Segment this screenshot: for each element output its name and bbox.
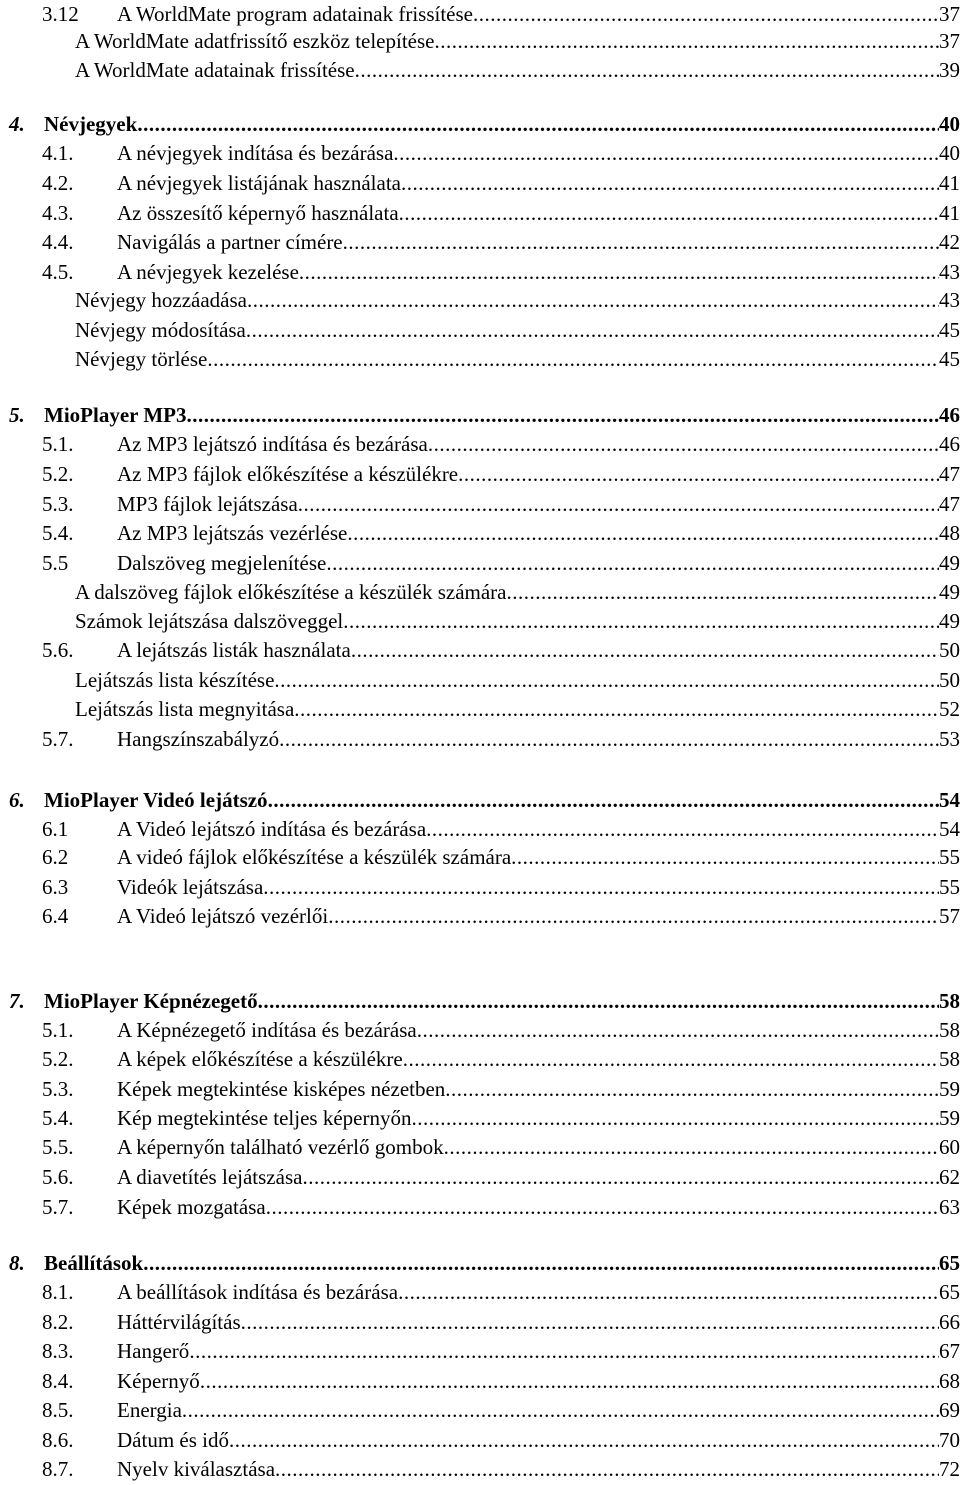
toc-entry-number: 5.3. <box>42 492 74 516</box>
toc-entry-row[interactable] <box>0 316 960 344</box>
dot-leader <box>275 1455 939 1483</box>
toc-entry <box>117 549 960 577</box>
toc-page-number: 57 <box>939 904 960 928</box>
toc-entry-number: 5.5 <box>42 551 69 575</box>
toc-entry-row[interactable] <box>0 666 960 694</box>
toc-page-number: 48 <box>939 521 960 545</box>
dot-leader <box>426 815 939 843</box>
toc-entry-number: 7. <box>9 989 25 1013</box>
toc-entry-number: 5.6. <box>42 638 74 662</box>
toc-entry-title: MioPlayer Képnézegető <box>44 989 258 1013</box>
toc-entry-title: A dalszöveg fájlok előkészítése a készülék számára <box>75 580 507 604</box>
dot-leader <box>241 1308 939 1336</box>
toc-entry-title: Névjegy hozzáadása <box>75 288 247 312</box>
toc-entry-row[interactable] <box>0 139 960 167</box>
toc-page-number: 60 <box>939 1135 960 1159</box>
toc-entry <box>117 1016 960 1044</box>
toc-entry-number: 5.4. <box>42 1106 74 1130</box>
dot-leader <box>473 0 939 28</box>
toc-entry-number: 8.4. <box>42 1369 74 1393</box>
dot-leader <box>229 1426 939 1454</box>
toc-entry-number: 5.5. <box>42 1135 74 1159</box>
toc-page-number: 41 <box>939 171 960 195</box>
toc-page-number: 55 <box>939 875 960 899</box>
toc-entry-number: 4.2. <box>42 171 74 195</box>
toc-entry <box>117 1133 960 1161</box>
toc-entry-row[interactable] <box>0 843 960 871</box>
toc-entry <box>117 815 960 843</box>
toc-page-number: 45 <box>939 347 960 371</box>
toc-page-number: 65 <box>939 1280 960 1304</box>
toc-entry-title: Beállítások <box>44 1251 144 1275</box>
toc-entry <box>117 1193 960 1221</box>
toc-page-number: 53 <box>939 727 960 751</box>
toc-page-number: 37 <box>939 2 960 26</box>
toc-entry-title: Navigálás a partner címére <box>117 230 343 254</box>
toc-entry-title: A beállítások indítása és bezárása <box>117 1280 399 1304</box>
toc-entry-title: MP3 fájlok lejátszása <box>117 492 298 516</box>
toc-entry-number: 6. <box>9 788 25 812</box>
toc-entry <box>75 607 960 635</box>
dot-leader <box>298 490 939 518</box>
toc-entry-row[interactable] <box>0 815 960 843</box>
dot-leader <box>445 1075 939 1103</box>
toc-entry <box>117 873 960 901</box>
toc-page-number: 70 <box>939 1428 960 1452</box>
toc-page-number: 52 <box>939 697 960 721</box>
toc-page-number: 50 <box>939 638 960 662</box>
toc-entry-number: 5.4. <box>42 521 74 545</box>
toc-entry <box>117 199 960 227</box>
toc-page-number: 69 <box>939 1398 960 1422</box>
toc-page-number: 49 <box>939 580 960 604</box>
toc-page-number: 58 <box>939 1047 960 1071</box>
toc-entry <box>117 1045 960 1073</box>
dot-leader <box>506 578 939 606</box>
toc-entry-title: Az MP3 fájlok előkészítése a készülékre <box>117 462 459 486</box>
toc-entry <box>75 578 960 606</box>
toc-page-number: 46 <box>939 403 960 427</box>
toc-entry-number: 6.2 <box>42 845 69 869</box>
dot-leader <box>268 786 939 814</box>
toc-chapter-row[interactable] <box>0 987 960 1015</box>
toc-page-number: 45 <box>939 318 960 342</box>
toc-entry-title: MioPlayer Videó lejátszó <box>44 788 268 812</box>
toc-page-number: 37 <box>939 29 960 53</box>
toc-page-number: 59 <box>939 1106 960 1130</box>
toc-page-number: 49 <box>939 551 960 575</box>
toc-entry-title: Névjegyek <box>44 112 138 136</box>
toc-entry-title: A Képnézegető indítása és bezárása <box>117 1018 417 1042</box>
toc-entry <box>117 0 960 28</box>
toc-entry-number: 6.3 <box>42 875 69 899</box>
toc-entry <box>117 430 960 458</box>
toc-entry-title: Névjegy módosítása <box>75 318 246 342</box>
toc-entry <box>117 636 960 664</box>
toc-entry <box>117 258 960 286</box>
toc-entry-row[interactable] <box>0 695 960 723</box>
toc-page-number: 63 <box>939 1195 960 1219</box>
toc-entry-number: 8.3. <box>42 1339 74 1363</box>
toc-entry-title: A képek előkészítése a készülékre <box>117 1047 403 1071</box>
toc-entry-title: Lejátszás lista készítése <box>75 668 275 692</box>
toc-page-number: 42 <box>939 230 960 254</box>
toc-entry-title: A videó fájlok előkészítése a készülék számára <box>117 845 512 869</box>
toc-entry <box>75 316 960 344</box>
toc-page-number: 59 <box>939 1077 960 1101</box>
toc-entry <box>117 169 960 197</box>
toc-page-number: 43 <box>939 288 960 312</box>
dot-leader <box>266 1193 939 1221</box>
toc-entry-number: 6.4 <box>42 904 69 928</box>
toc-entry-title: A WorldMate adatainak frissítése <box>75 58 355 82</box>
toc-entry-row[interactable] <box>0 286 960 314</box>
toc-entry-title: Dalszöveg megjelenítése <box>117 551 327 575</box>
toc-entry <box>117 1278 960 1306</box>
toc-entry-title: Képek megtekintése kisképes nézetben <box>117 1077 446 1101</box>
toc-entry-number: 3.12 <box>42 2 79 26</box>
toc-entry-row[interactable] <box>0 1455 960 1483</box>
toc-entry <box>117 1337 960 1365</box>
dot-leader <box>326 549 939 577</box>
toc-entry-title: Az összesítő képernyő használata <box>117 201 399 225</box>
toc-chapter-row[interactable] <box>0 1249 960 1277</box>
toc-entry-row[interactable] <box>0 0 960 28</box>
toc-entry <box>75 56 960 84</box>
toc-entry <box>44 401 960 429</box>
toc-entry-title: A névjegyek indítása és bezárása <box>117 141 394 165</box>
dot-leader <box>343 607 939 635</box>
toc-page-number: 43 <box>939 260 960 284</box>
toc-entry-row[interactable] <box>0 1075 960 1103</box>
toc-entry-row[interactable] <box>0 1104 960 1132</box>
toc-entry-number: 5.1. <box>42 1018 74 1042</box>
dot-leader <box>207 345 939 373</box>
dot-leader <box>279 725 939 753</box>
toc-entry <box>117 490 960 518</box>
toc-entry-title: A Videó lejátszó vezérlői <box>117 904 329 928</box>
toc-entry-number: 8.7. <box>42 1457 74 1481</box>
toc-entry <box>75 286 960 314</box>
toc-chapter-row[interactable] <box>0 786 960 814</box>
toc-entry-row[interactable] <box>0 56 960 84</box>
dot-leader <box>511 843 939 871</box>
dot-leader <box>186 401 939 429</box>
toc-page-number: 41 <box>939 201 960 225</box>
toc-page-number: 58 <box>939 989 960 1013</box>
toc-entry <box>117 1308 960 1336</box>
toc-entry-number: 5.2. <box>42 462 74 486</box>
dot-leader <box>434 27 939 55</box>
toc-entry-row[interactable] <box>0 169 960 197</box>
toc-entry-row[interactable] <box>0 1367 960 1395</box>
toc-entry-title: Kép megtekintése teljes képernyőn <box>117 1106 412 1130</box>
toc-entry-row[interactable] <box>0 199 960 227</box>
toc-entry-number: 8.1. <box>42 1280 74 1304</box>
toc-entry <box>44 786 960 814</box>
toc-entry-title: Képernyő <box>117 1369 200 1393</box>
toc-entry-title: A névjegyek kezelése <box>117 260 299 284</box>
toc-page-number: 40 <box>939 112 960 136</box>
toc-entry-title: Videók lejátszása <box>117 875 264 899</box>
toc-entry-title: A névjegyek listájának használata <box>117 171 401 195</box>
toc-entry-title: Névjegy törlése <box>75 347 208 371</box>
toc-entry-row[interactable] <box>0 1426 960 1454</box>
dot-leader <box>200 1367 939 1395</box>
toc-entry-number: 8.6. <box>42 1428 74 1452</box>
dot-leader <box>302 1163 939 1191</box>
toc-page-number: 54 <box>939 788 960 812</box>
dot-leader <box>343 228 939 256</box>
toc-page-number: 46 <box>939 432 960 456</box>
toc-entry-row[interactable] <box>0 873 960 901</box>
toc-entry-row[interactable] <box>0 1045 960 1073</box>
toc-entry-number: 4. <box>9 112 25 136</box>
toc-entry-number: 4.4. <box>42 230 74 254</box>
toc-entry-number: 5.2. <box>42 1047 74 1071</box>
toc-entry-number: 8.2. <box>42 1310 74 1334</box>
toc-entry-row[interactable] <box>0 549 960 577</box>
dot-leader <box>458 460 939 488</box>
toc-entry-row[interactable] <box>0 258 960 286</box>
toc-entry <box>117 519 960 547</box>
toc-page-number: 40 <box>939 141 960 165</box>
toc-entry-title: Az MP3 lejátszás vezérlése <box>117 521 348 545</box>
dot-leader <box>189 1337 939 1365</box>
toc-entry-row[interactable] <box>0 725 960 753</box>
toc-page-number: 67 <box>939 1339 960 1363</box>
toc-entry <box>117 1104 960 1132</box>
dot-leader <box>247 286 939 314</box>
toc-entry-title: Háttérvilágítás <box>117 1310 241 1334</box>
dot-leader <box>274 666 939 694</box>
dot-leader <box>411 1104 939 1132</box>
toc-page-number: 47 <box>939 462 960 486</box>
toc-entry-row[interactable] <box>0 1163 960 1191</box>
dot-leader <box>328 902 939 930</box>
toc-page-number: 66 <box>939 1310 960 1334</box>
toc-entry-row[interactable] <box>0 607 960 635</box>
toc-entry-row[interactable] <box>0 228 960 256</box>
toc-entry <box>44 110 960 138</box>
toc-entry <box>117 1426 960 1454</box>
toc-entry-row[interactable] <box>0 490 960 518</box>
toc-entry-number: 5.3. <box>42 1077 74 1101</box>
toc-entry-title: Az MP3 lejátszó indítása és bezárása <box>117 432 428 456</box>
toc-page-number: 54 <box>939 817 960 841</box>
toc-page-number: 72 <box>939 1457 960 1481</box>
dot-leader <box>398 1278 939 1306</box>
toc-chapter-row[interactable] <box>0 110 960 138</box>
dot-leader <box>355 56 939 84</box>
toc-entry <box>117 1163 960 1191</box>
toc-entry-number: 8. <box>9 1251 25 1275</box>
toc-entry-row[interactable] <box>0 1016 960 1044</box>
toc-chapter-row[interactable] <box>0 401 960 429</box>
toc-entry-title: A Videó lejátszó indítása és bezárása <box>117 817 427 841</box>
toc-page-number: 68 <box>939 1369 960 1393</box>
toc-page-number: 50 <box>939 668 960 692</box>
toc-entry-title: A WorldMate program adatainak frissítése <box>117 2 473 26</box>
dot-leader <box>347 519 939 547</box>
toc-entry <box>117 843 960 871</box>
toc-page-number: 39 <box>939 58 960 82</box>
dot-leader <box>246 316 939 344</box>
toc-entry-row[interactable] <box>0 27 960 55</box>
toc-entry-row[interactable] <box>0 519 960 547</box>
toc-entry-row[interactable] <box>0 1308 960 1336</box>
toc-entry <box>75 27 960 55</box>
toc-entry-row[interactable] <box>0 1337 960 1365</box>
toc-entry-number: 5. <box>9 403 25 427</box>
toc-entry-row[interactable] <box>0 1278 960 1306</box>
toc-entry-row[interactable] <box>0 460 960 488</box>
toc-entry <box>117 228 960 256</box>
toc-entry-title: A diavetítés lejátszása <box>117 1165 303 1189</box>
toc-entry-row[interactable] <box>0 636 960 664</box>
toc-entry-row[interactable] <box>0 430 960 458</box>
toc-entry-row[interactable] <box>0 345 960 373</box>
toc-entry-title: Számok lejátszása dalszöveggel <box>75 609 344 633</box>
toc-entry <box>75 666 960 694</box>
dot-leader <box>299 258 939 286</box>
toc-entry-number: 5.7. <box>42 727 74 751</box>
toc-entry-title: A WorldMate adatfrissítő eszköz telepítése <box>75 29 435 53</box>
toc-entry-title: Nyelv kiválasztása <box>117 1457 276 1481</box>
toc-entry-title: Dátum és idő <box>117 1428 229 1452</box>
toc-page-number: 49 <box>939 609 960 633</box>
toc-page-number: 47 <box>939 492 960 516</box>
toc-entry-row[interactable] <box>0 578 960 606</box>
toc-page-number: 62 <box>939 1165 960 1189</box>
toc-entry <box>117 725 960 753</box>
toc-entry <box>75 695 960 723</box>
toc-entry-title: Energia <box>117 1398 182 1422</box>
toc-entry <box>44 1249 960 1277</box>
toc-entry <box>44 987 960 1015</box>
toc-entry <box>117 902 960 930</box>
dot-leader <box>428 430 939 458</box>
dot-leader <box>399 199 939 227</box>
toc-page-number: 55 <box>939 845 960 869</box>
toc-entry <box>117 1367 960 1395</box>
toc-entry-row[interactable] <box>0 1396 960 1424</box>
toc-entry-row[interactable] <box>0 1133 960 1161</box>
toc-entry-number: 5.1. <box>42 432 74 456</box>
toc-entry <box>117 1075 960 1103</box>
dot-leader <box>393 139 939 167</box>
toc-entry-number: 4.1. <box>42 141 74 165</box>
dot-leader <box>143 1249 939 1277</box>
toc-entry-title: A képernyőn található vezérlő gombok <box>117 1135 444 1159</box>
toc-entry-number: 4.3. <box>42 201 74 225</box>
dot-leader <box>444 1133 939 1161</box>
toc-entry <box>75 345 960 373</box>
toc-entry-title: Hangerő <box>117 1339 190 1363</box>
dot-leader <box>258 987 939 1015</box>
toc-entry-number: 8.5. <box>42 1398 74 1422</box>
toc-entry-row[interactable] <box>0 1193 960 1221</box>
dot-leader <box>263 873 939 901</box>
toc-page-number: 58 <box>939 1018 960 1042</box>
toc-entry <box>117 460 960 488</box>
dot-leader <box>401 169 939 197</box>
dot-leader <box>182 1396 939 1424</box>
dot-leader <box>417 1016 939 1044</box>
toc-entry-title: Lejátszás lista megnyitása <box>75 697 295 721</box>
toc-page-number: 65 <box>939 1251 960 1275</box>
toc-entry-number: 5.7. <box>42 1195 74 1219</box>
toc-entry-title: MioPlayer MP3 <box>44 403 187 427</box>
toc-entry-title: Képek mozgatása <box>117 1195 266 1219</box>
toc-entry <box>117 139 960 167</box>
dot-leader <box>294 695 939 723</box>
toc-entry-number: 6.1 <box>42 817 69 841</box>
dot-leader <box>403 1045 939 1073</box>
dot-leader <box>351 636 939 664</box>
toc-entry-row[interactable] <box>0 902 960 930</box>
toc-entry-title: Hangszínszabályzó <box>117 727 280 751</box>
dot-leader <box>137 110 939 138</box>
toc-entry-title: A lejátszás listák használata <box>117 638 351 662</box>
toc-entry-number: 4.5. <box>42 260 74 284</box>
toc-entry-number: 5.6. <box>42 1165 74 1189</box>
toc-entry <box>117 1396 960 1424</box>
toc-entry <box>117 1455 960 1483</box>
